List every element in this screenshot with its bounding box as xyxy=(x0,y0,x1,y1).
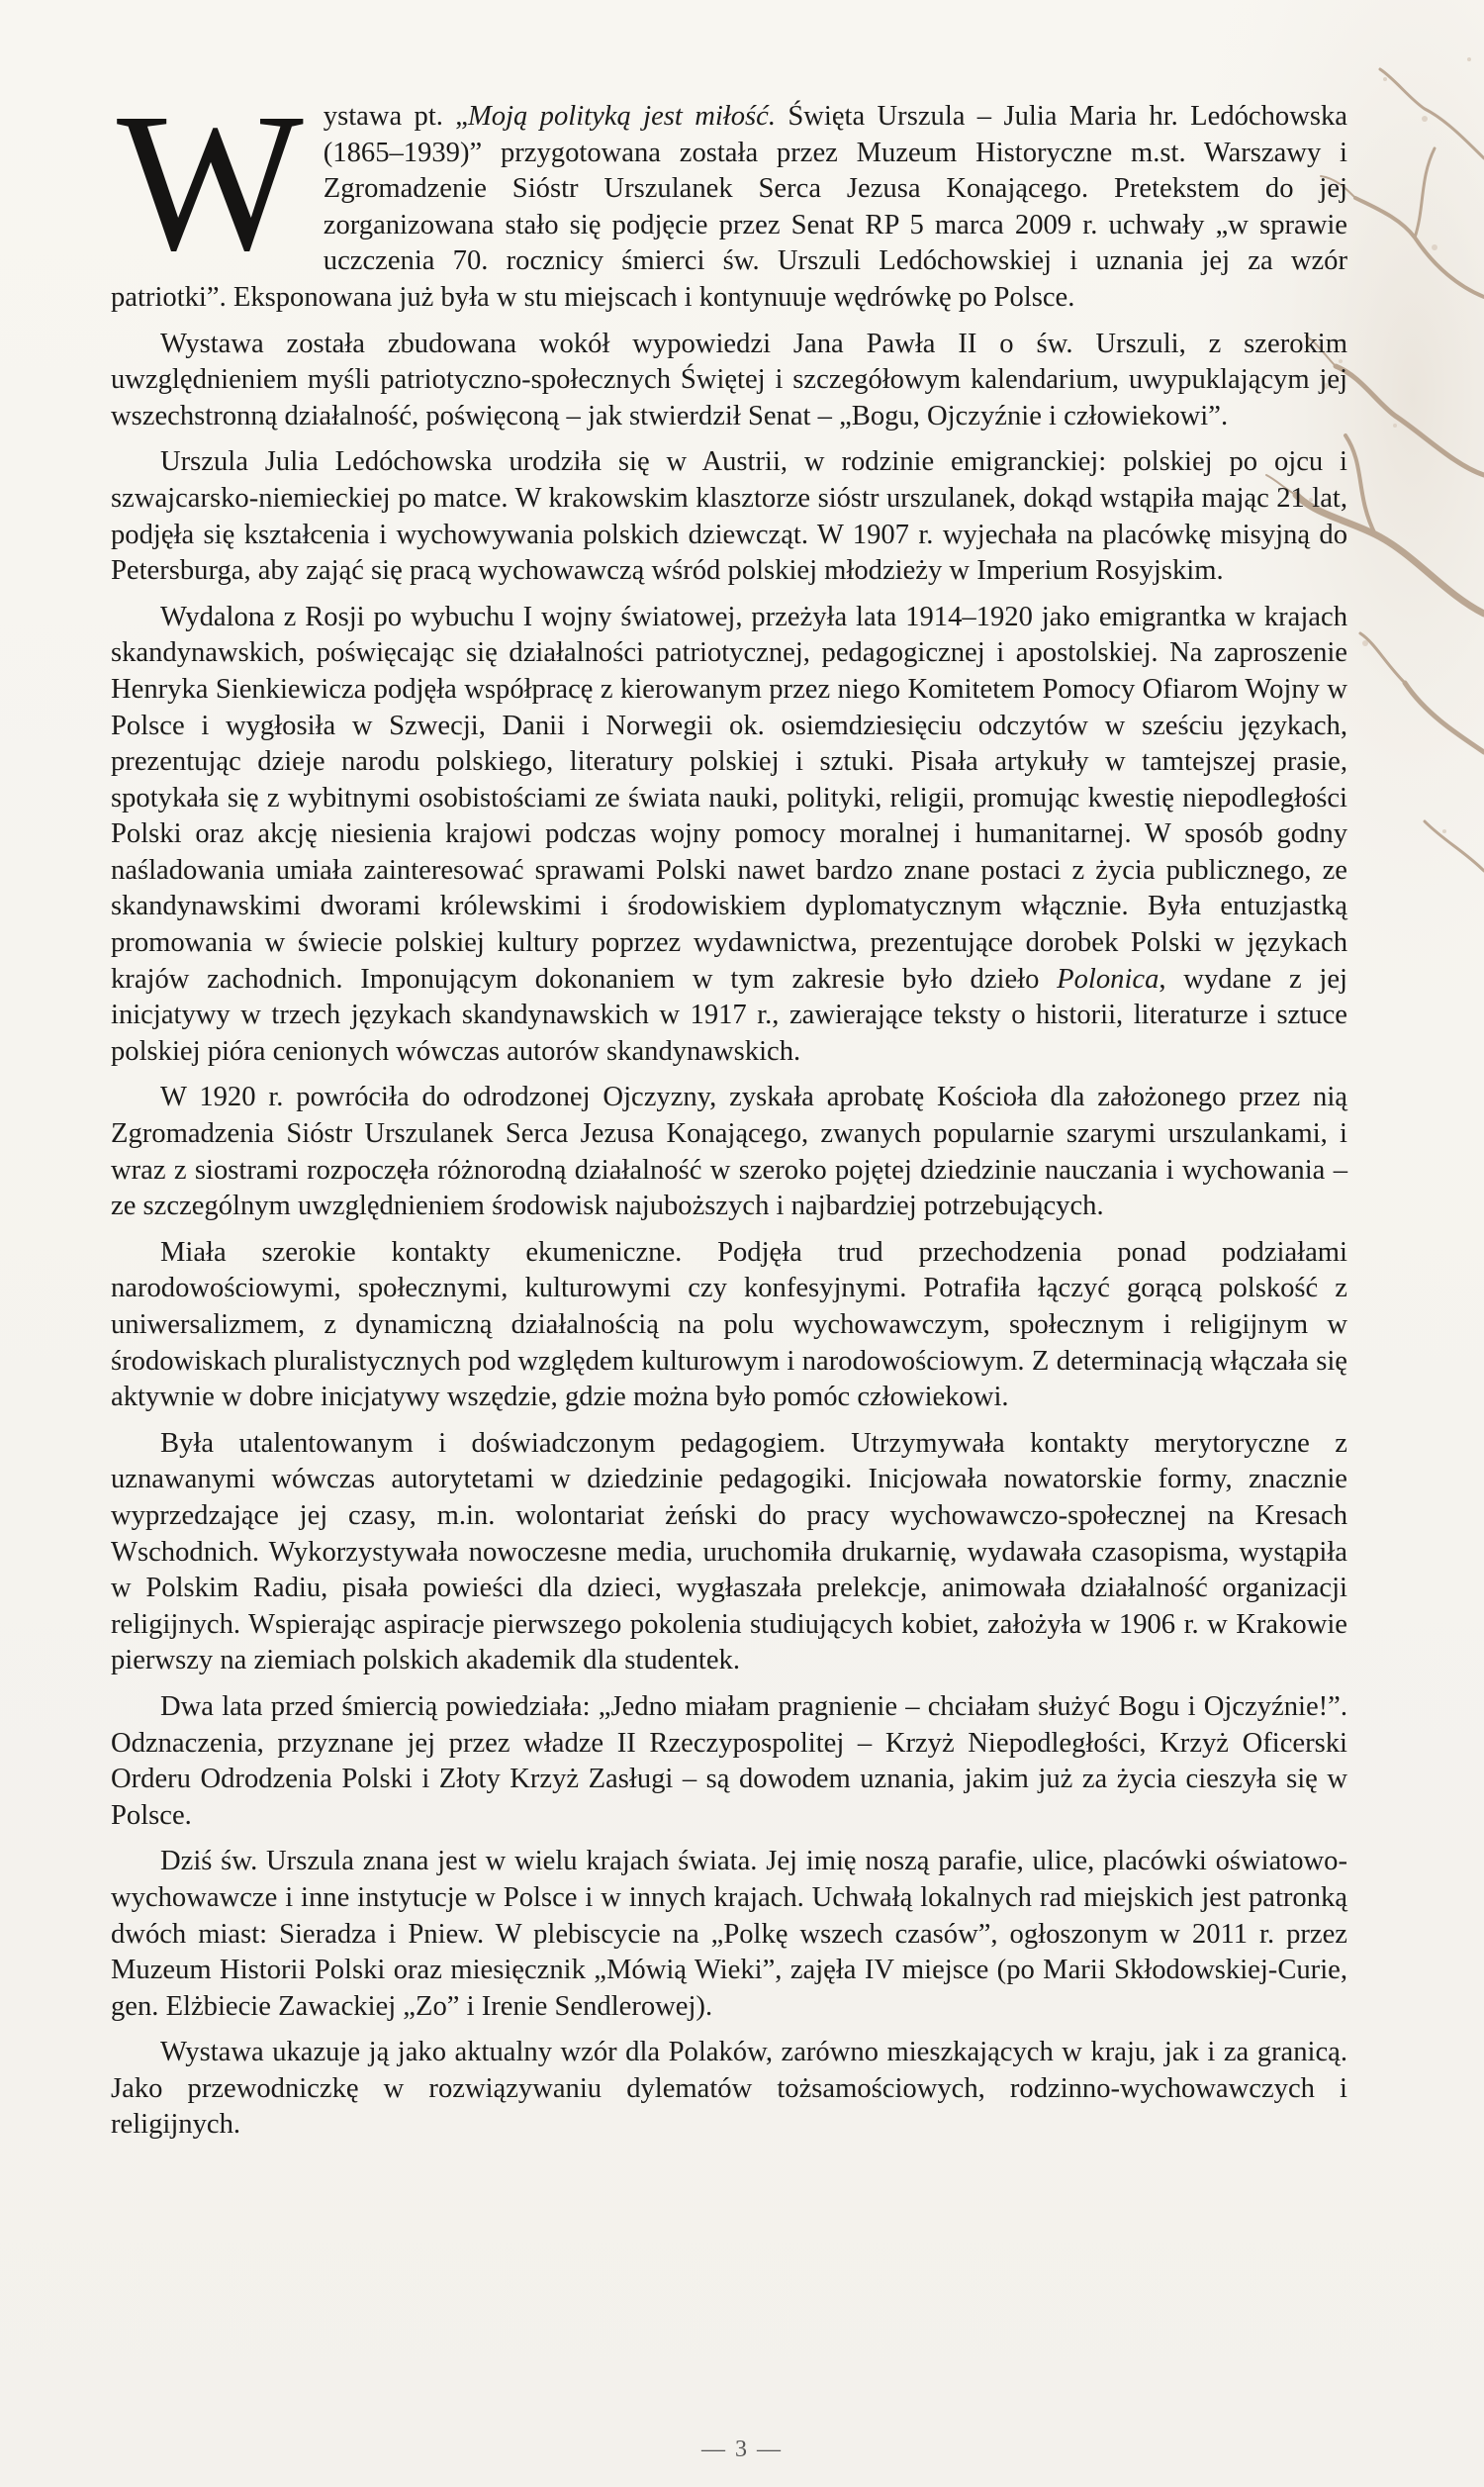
text-run: W 1920 r. powróciła do odrodzonej Ojczyzny, zyskała aprobatę Kościoła dla założonego przez nią Zgromadzenia Sióstr Urszulanek Serca Jezusa Konającego, zwanych popularnie szarymi urszulankami, i wraz z siostrami rozpoczęła różnorodną działalność w szeroko pojętej dziedzinie nauczania i wychowania – ze szczególnym uwzględnieniem środowisk najuboższych i najbardziej potrzebujących. xyxy=(111,1082,1347,1222)
text-run: ystawa pt. „ xyxy=(323,101,468,132)
text-run: , wydane z jej inicjatywy w trzech językach skandynawskich w 1917 r., zawierające teksty o historii, literaturze i sztuce polskiej pióra cenionych wówczas autorów skandynawskich. xyxy=(111,963,1347,1067)
text-run: Dwa lata przed śmiercią powiedziała: „Jedno miałam pragnienie – chciałam służyć Bogu i Ojczyźnie!”. Odznaczenia, przyznane jej przez władze II Rzeczypospolitej – Krzyż Niepodległości, Krzyż Oficerski Orderu Odrodzenia Polski i Złoty Krzyż Zasługi – są dowodem uznania, jakim już za życia cieszyła się w Polsce. xyxy=(111,1690,1347,1831)
text-run: Urszula Julia Ledóchowska urodziła się w Austrii, w rodzinie emigranckiej: polskiej po ojcu i szwajcarsko-niemieckiej po matce. W krakowskim klasztorze sióstr urszulanek, dokąd wstąpiła mając 21 lat, podjęła się kształcenia i wychowywania polskich dziewcząt. W 1907 r. wyjechała na placówkę misyjną do Petersburga, aby zająć się pracą wychowawczą wśród polskiej młodzieży w Imperium Rosyjskim. xyxy=(111,446,1347,587)
paragraph xyxy=(111,2035,1347,2144)
paragraph xyxy=(111,1426,1347,1679)
text-run: Była utalentowanym i doświadczonym pedagogiem. Utrzymywała kontakty merytoryczne z uznawanymi wówczas autorytetami w dziedzinie pedagogiki. Inicjowała nowatorskie formy, znacznie wyprzedzające jej czasy, m.in. wolontariat żeński do pracy wychowawczo-społecznej na Kresach Wschodnich. Wykorzystywała nowoczesne media, uruchomiła drukarnię, wydawała czasopisma, wystąpiła w Polskim Radiu, pisała powieści dla dzieci, wygłaszała prelekcje, animowała działalność organizacji religijnych. Wspierając aspiracje pierwszego pokolenia studiujących kobiet, założyła w 1906 r. w Krakowie pierwszy na ziemiach polskich akademik dla studentek. xyxy=(111,1427,1347,1676)
italic-title: Polonica xyxy=(1057,963,1159,995)
paragraph xyxy=(111,600,1347,1071)
paragraph xyxy=(111,1235,1347,1416)
drop-cap-letter: W xyxy=(117,73,304,292)
text-run: Wystawa ukazuje ją jako aktualny wzór dla Polaków, zarówno mieszkających w kraju, jak i za granicą. Jako przewodniczkę w rozwiązywaniu dylematów tożsamościowych, rodzinno-wychowawczych i religijnych. xyxy=(111,2037,1347,2141)
article-body xyxy=(111,73,1347,2153)
paragraph xyxy=(111,1689,1347,1834)
paragraph xyxy=(111,1844,1347,2025)
page-number: — 3 — xyxy=(701,2437,783,2462)
text-run: Dziś św. Urszula znana jest w wielu krajach świata. Jej imię noszą parafie, ulice, placówki oświatowo-wychowawcze i inne instytucje w Polsce i w innych krajach. Uchwałą lokalnych rad miejskich jest patronką dwóch miast: Sieradza i Pniew. W plebiscycie na „Polkę wszech czasów”, ogłoszonym w 2011 r. przez Muzeum Historii Polski oraz miesięcznik „Mówią Wieki”, zajęła IV miejsce (po Marii Skłodowskiej-Curie, gen. Elżbiecie Zawackiej „Zo” i Irenie Sendlerowej). xyxy=(111,1846,1347,2022)
paragraph xyxy=(111,444,1347,589)
paragraph xyxy=(111,1080,1347,1224)
text-run: Święta Urszula – Julia Maria hr. Ledóchowska (1865–1939)” przygotowana została przez Muzeum Historyczne m.st. Warszawy i Zgromadzenie Sióstr Urszulanek Serca Jezusa Konającego. Pretekstem do jej zorganizowana stało się podjęcie przez Senat RP 5 marca 2009 r. uchwały „w sprawie uczczenia 70. rocznicy śmierci św. Urszuli Ledóchowskiej i uznania jej za wzór patriotki”. Eksponowana już była w stu miejscach i kontynuuje wędrówkę po Polsce. xyxy=(111,101,1347,313)
text-run: Miała szerokie kontakty ekumeniczne. Podjęła trud przechodzenia ponad podziałami narodowościowymi, społecznymi, kulturowymi czy konfesyjnymi. Potrafiła łączyć gorącą polskość z uniwersalizmem, z dynamiczną działalnością na polu wychowawczym, społecznym i religijnym w środowiskach pluralistycznych pod względem kulturowym i narodowościowym. Z determinacją włączała się aktywnie w dobre inicjatywy wszędzie, gdzie można było pomóc człowiekowi. xyxy=(111,1236,1347,1413)
italic-title: Moją polityką jest miłość. xyxy=(467,101,776,132)
paragraph xyxy=(111,327,1347,435)
text-run: Wystawa została zbudowana wokół wypowiedzi Jana Pawła II o św. Urszuli, z szerokim uwzględnieniem myśli patriotyczno-społecznych Świętej i szczegółowym kalendarium, uwypuklającym jej wszechstronną działalność, poświęconą – jak stwierdził Senat – „Bogu, Ojczyźnie i człowiekowi”. xyxy=(111,328,1347,431)
text-run: Wydalona z Rosji po wybuchu I wojny światowej, przeżyła lata 1914–1920 jako emigrantka w krajach skandynawskich, poświęcając się działalności patriotycznej, pedagogicznej i apostolskiej. Na zaproszenie Henryka Sienkiewicza podjęła współpracę z kierowanym przez niego Komitetem Pomocy Ofiarom Wojny w Polsce i wygłosiła w Szwecji, Danii i Norwegii ok. osiemdziesięciu odczytów w sześciu językach, prezentując dzieje narodu polskiego, literatury polskiej i sztuki. Pisała artykuły w tamtejszej prasie, spotykała się z wybitnymi osobistościami ze świata nauki, polityki, religii, promując kwestię niepodległości Polski oraz akcję niesienia krajowi podczas wojny pomocy moralnej i humanitarnej. W sposób godny naśladowania umiała zainteresować sprawami Polski nawet bardzo znane postaci z życia publicznego, ze skandynawskimi dworami królewskimi i środowiskiem dyplomatycznym włącznie. Była entuzjastką promowania w świecie polskiej kultury poprzez wydawnictwa, prezentujące dorobek Polski w językach krajów zachodnich. Imponującym dokonaniem w tym zakresie było dzieło xyxy=(111,601,1347,995)
